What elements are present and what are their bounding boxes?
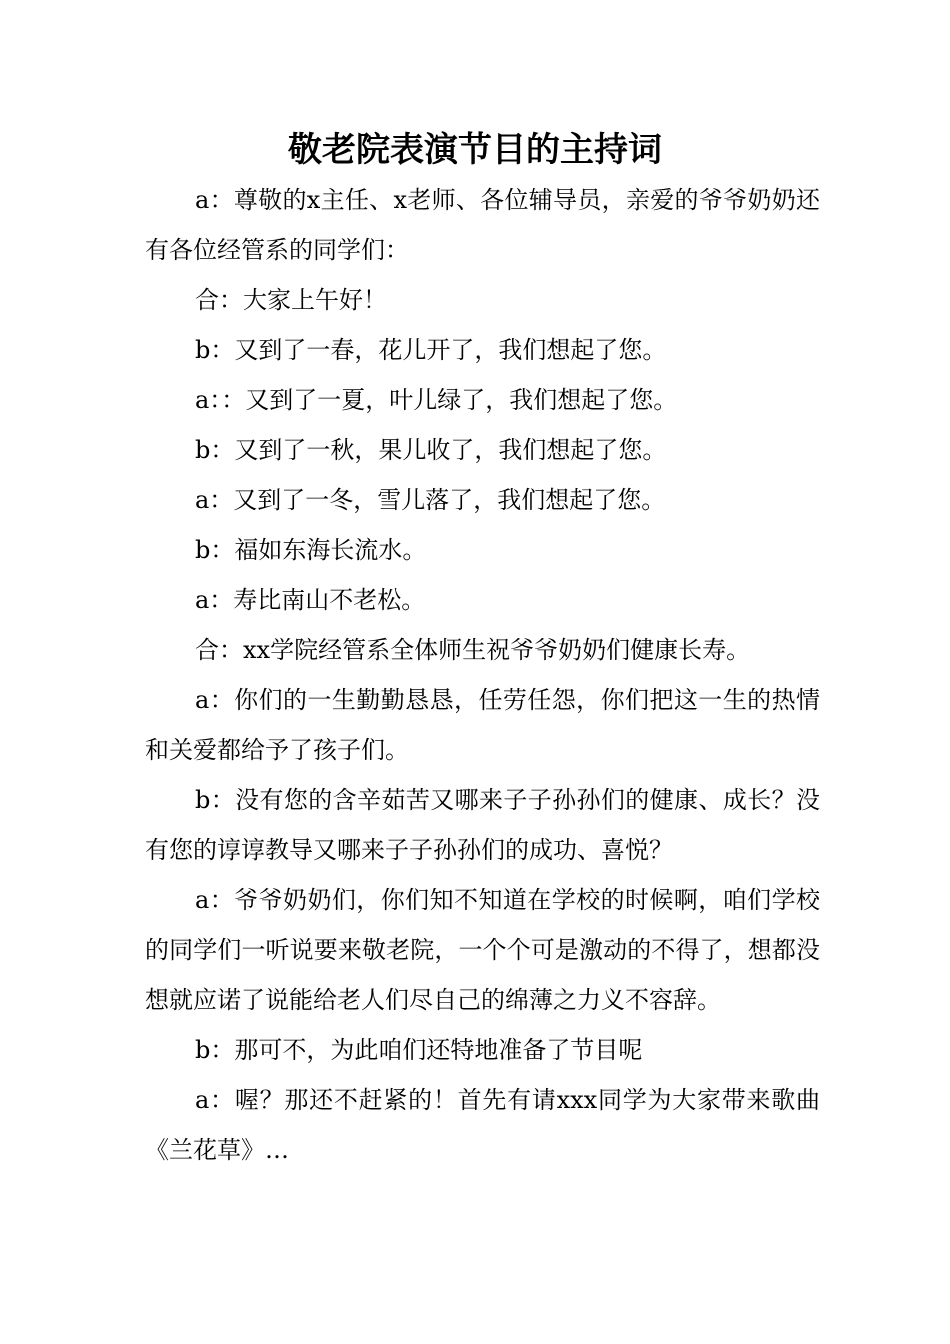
paragraph: b：又到了一春，花儿开了，我们想起了您。 — [195, 336, 667, 364]
paragraph: a：又到了一冬，雪儿落了，我们想起了您。 — [195, 486, 666, 514]
paragraph: 合：xx学院经管系全体师生祝爷爷奶奶们健康长寿。 — [195, 636, 751, 664]
paragraph: b：福如东海长流水。 — [195, 536, 427, 564]
document-body — [145, 175, 820, 1175]
paragraph: b：没有您的含辛茹苦又哪来子子孙孙们的健康、成长？没有您的谆谆教导又哪来子子孙孙们的成功、喜悦？ — [145, 786, 820, 864]
paragraph: a：爷爷奶奶们，你们知不知道在学校的时候啊，咱们学校的同学们一听说要来敬老院，一个个可是激动的不得了，想都没想就应诺了说能给老人们尽自己的绵薄之力义不容辞。 — [145, 886, 820, 1014]
paragraph: a：你们的一生勤勤恳恳，任劳任怨，你们把这一生的热情和关爱都给予了孩子们。 — [145, 686, 820, 764]
paragraph: a：寿比南山不老松。 — [195, 586, 426, 614]
paragraph: a：：又到了一夏，叶儿绿了，我们想起了您。 — [195, 386, 678, 414]
paragraph: a：尊敬的x主任、x老师、各位辅导员，亲爱的爷爷奶奶还有各位经管系的同学们： — [145, 186, 820, 264]
paragraph: a：喔？那还不赶紧的！首先有请xxx同学为大家带来歌曲《兰花草》… — [145, 1086, 820, 1164]
paragraph: b：那可不，为此咱们还特地准备了节目呢 — [195, 1036, 643, 1064]
paragraph: 合：大家上午好！ — [195, 286, 387, 314]
paragraph: b：又到了一秋，果儿收了，我们想起了您。 — [195, 436, 667, 464]
document-title: 敬老院表演节目的主持词 — [288, 130, 662, 170]
